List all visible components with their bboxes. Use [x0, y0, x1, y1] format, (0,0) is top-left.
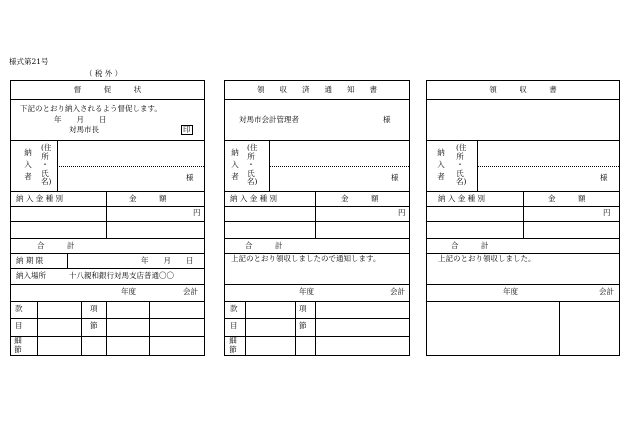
address-name-label: (住 所 ・ 氏 名)	[247, 143, 258, 187]
payer-label: 納 入 者	[24, 148, 32, 181]
recipient-honorific: 様	[383, 115, 391, 124]
payer-honorific: 様	[391, 173, 399, 182]
style-number: 様式第21号	[9, 57, 49, 66]
yen-unit: 円	[603, 208, 611, 217]
yen-unit: 円	[193, 208, 201, 217]
moku-label: 目	[230, 321, 238, 330]
payment-type-label: 納 入 金 種 別	[230, 194, 278, 203]
address-name-label: (住 所 ・ 氏 名)	[41, 143, 52, 187]
fiscal-year-label: 年度	[121, 287, 136, 296]
kan-label: 款	[230, 304, 238, 313]
receipt-notification-form	[224, 80, 410, 356]
demand-notice-form	[10, 80, 205, 356]
total-label: 合 計	[245, 241, 283, 250]
fiscal-year-label: 年度	[503, 287, 518, 296]
issuer-name: 対馬市長	[69, 125, 99, 134]
moku-label: 目	[15, 321, 23, 330]
payment-type-label: 納 入 金 種 別	[438, 194, 486, 203]
account-label: 会計	[390, 287, 405, 296]
deadline-date: 年 月 日	[141, 256, 194, 265]
yen-unit: 円	[398, 208, 406, 217]
setsu-label: 節	[299, 321, 307, 330]
receipt-notice-text: 上記のとおり領収しました。	[438, 254, 536, 263]
kan-label: 款	[15, 304, 23, 313]
payer-honorific: 様	[600, 173, 608, 182]
payer-label: 納 入 者	[231, 148, 239, 181]
account-label: 会計	[183, 287, 198, 296]
total-label: 合 計	[451, 241, 489, 250]
kou-label: 項	[299, 304, 307, 313]
seal-mark: 印	[183, 125, 191, 134]
account-label: 会計	[599, 287, 614, 296]
total-label: 合 計	[37, 241, 75, 250]
payment-place-value: 十八親和銀行対馬支店普通〇〇	[69, 271, 174, 280]
outside-regulation-label: （ 税 外 ）	[85, 69, 123, 78]
payer-honorific: 様	[186, 173, 194, 182]
fiscal-year-label: 年度	[299, 287, 314, 296]
saisetsu-label: 細 節	[14, 336, 22, 354]
amount-label: 金 額	[548, 194, 586, 203]
deadline-label: 納 期 限	[16, 256, 44, 265]
saisetsu-label: 細 節	[229, 336, 237, 354]
amount-label: 金 額	[341, 194, 379, 203]
receipt-notice-text: 上記のとおり領収しましたので通知します。	[231, 254, 381, 263]
payer-label: 納 入 者	[437, 148, 445, 181]
kou-label: 項	[90, 304, 98, 313]
amount-label: 金 額	[129, 194, 167, 203]
recipient-name: 対馬市会計管理者	[239, 115, 299, 124]
demand-notice-title: 督 促 状	[73, 85, 142, 94]
receipt-notification-title: 領 収 済 通 知 書	[257, 85, 377, 94]
receipt-form	[426, 80, 620, 356]
setsu-label: 節	[90, 321, 98, 330]
issue-date: 年 月 日	[54, 115, 107, 124]
payment-place-label: 納入場所	[16, 271, 46, 280]
receipt-title: 領 収 書	[489, 85, 557, 94]
demand-notice-text: 下記のとおり納入されるよう督促します。	[20, 104, 162, 113]
address-name-label: (住 所 ・ 氏 名)	[456, 143, 467, 187]
payment-type-label: 納 入 金 種 別	[16, 194, 64, 203]
